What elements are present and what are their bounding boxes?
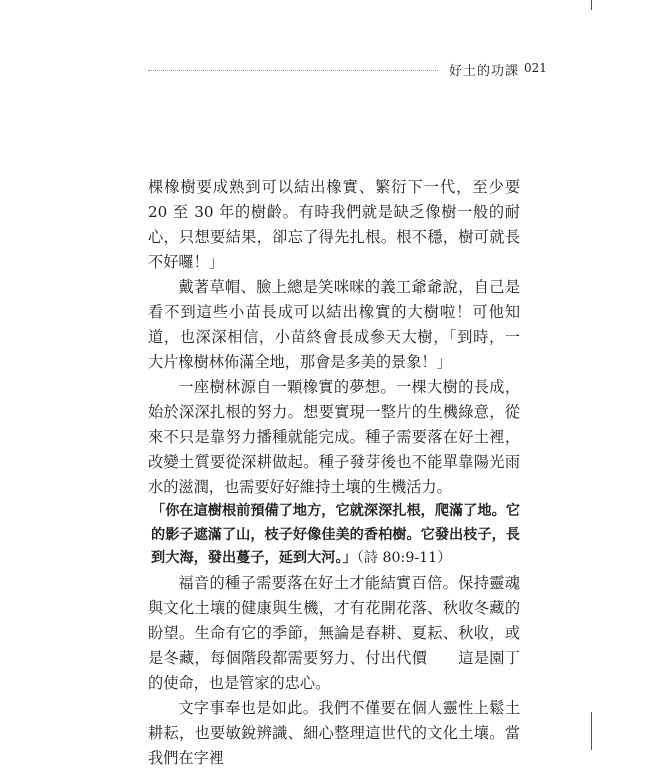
paragraph: 福音的種子需要落在好土才能結實百倍。保持靈魂與文化土壤的健康與生機，才有花開花落、秋收冬藏的盼望。生命有它的季節，無論是春耕、夏耘、秋收，或是冬藏，每個階段都需要努力、付出代價 這是園丁的使命，也是管家的忠心。 bbox=[148, 573, 520, 692]
paragraph: 一座樹林源自一顆橡實的夢想。一棵大樹的長成，始於深深扎根的努力。想要實現一整片的生機綠意，從來不只是靠努力播種就能完成。種子需要落在好土裡，改變土質要從深耕做起。種子發芽後也不能單靠陽光雨水的滋潤，也需要好好維持土壤的生機活力。 bbox=[148, 378, 520, 496]
crop-mark-top bbox=[591, 0, 592, 10]
scripture-quote bbox=[148, 500, 520, 571]
body-text bbox=[148, 175, 520, 771]
quote-citation: （詩 80:9-11） bbox=[356, 550, 452, 566]
quote-text: 「你在這樹根前預備了地方，它就深深扎根，爬滿了地。它的影子遮滿了山，枝子好像佳美的香柏樹。它發出枝子，長到大海，發出蔓子，延到大河。」 bbox=[151, 503, 520, 566]
paragraph: 棵橡樹要成熟到可以結出橡實、繁衍下一代，至少要 20 至 30 年的樹齡。有時我們就是缺乏像樹一般的耐心，只想要結果，卻忘了得先扎根。根不穩，樹可就長不好囉！」 bbox=[148, 178, 520, 271]
running-head: 好土的功課 bbox=[449, 64, 520, 79]
header-dotted-rule bbox=[148, 70, 438, 71]
crop-mark-bottom bbox=[591, 712, 592, 750]
page-number: 021 bbox=[524, 61, 547, 75]
paragraph: 文字事奉也是如此。我們不僅要在個人靈性上鬆土耕耘，也要敏銳辨識、細心整理這世代的文化土壤。當我們在字裡 bbox=[148, 698, 520, 767]
paragraph: 戴著草帽、臉上總是笑咪咪的義工爺爺說，自己是看不到這些小苗長成可以結出橡實的大樹啦！可他知道，也深深相信，小苗終會長成參天大樹，「到時，一大片橡樹林佈滿全地，那會是多美的景象！」 bbox=[148, 278, 520, 371]
